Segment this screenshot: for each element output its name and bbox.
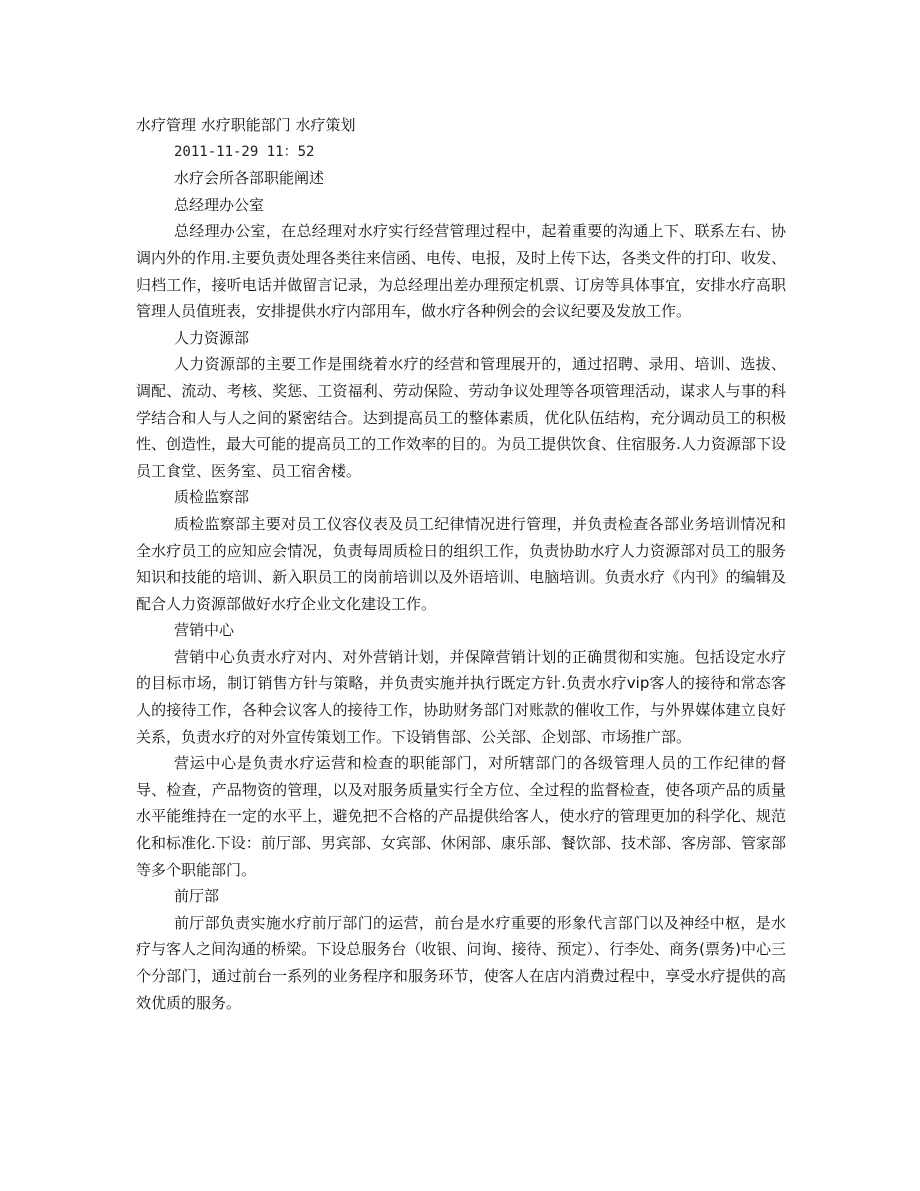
section-body-gm-office: 总经理办公室，在总经理对水疗实行经营管理过程中，起着重要的沟通上下、联系左右、协调内外的作用.主要负责处理各类往来信函、电传、电报，及时上传下达，各类文件的打印、收发、归档工作，接听电话并做留言记录，为总经理出差办理预定机票、订房等具体事宜，安排水疗高职管理人员值班表，安排提供水疗内部用车，做水疗各种例会的会议纪要及发放工作。 bbox=[136, 222, 786, 321]
section-body-qc: 质检监察部主要对员工仪容仪表及员工纪律情况进行管理，并负责检查各部业务培训情况和全水疗员工的应知应会情况，负责每周质检日的组织工作，负责协助水疗人力资源部对员工的服务知识和技能的培训、新入职员工的岗前培训以及外语培训、电脑培训。负责水疗《内刊》的编辑及配合人力资源部做好水疗企业文化建设工作。 bbox=[136, 514, 786, 613]
section-heading-gm-office: 总经理办公室 bbox=[174, 195, 265, 214]
section-body-operations: 营运中心是负责水疗运营和检查的职能部门，对所辖部门的各级管理人员的工作纪律的督导、检查，产品物资的管理，以及对服务质量实行全方位、全过程的监督检查，使各项产品的质量水平能维持在一定的水平上，避免把不合格的产品提供给客人，使水疗的管理更加的科学化、规范化和标准化.下设：前厅部、男宾部、女宾部、休闲部、康乐部、餐饮部、技术部、客房部、管家部等多个职能部门。 bbox=[136, 754, 786, 879]
section-heading-marketing: 营销中心 bbox=[174, 621, 235, 640]
section-body-marketing: 营销中心负责水疗对内、对外营销计划，并保障营销计划的正确贯彻和实施。包括设定水疗的目标市场，制订销售方针与策略，并负责实施并执行既定方针.负责水疗vip客人的接待和常态客人的接待工作，各种会议客人的接待工作，协助财务部门对账款的催收工作，与外界媒体建立良好关系，负责水疗的对外宣传策划工作。下设销售部、公关部、企划部、市场推广部。 bbox=[136, 647, 786, 746]
section-heading-front-office: 前厅部 bbox=[174, 887, 220, 906]
document-date: 2011-11-29 11：52 bbox=[174, 143, 315, 160]
document-header: 水疗管理 水疗职能部门 水疗策划 bbox=[136, 116, 356, 134]
document-page bbox=[136, 112, 786, 1016]
section-body-front-office: 前厅部负责实施水疗前厅部门的运营，前台是水疗重要的形象代言部门以及神经中枢，是水疗与客人之间沟通的桥梁。下设总服务台（收银、问询、接待、预定）、行李处、商务(票务)中心三个分部门，通过前台一系列的业务程序和服务环节，使客人在店内消费过程中，享受水疗提供的高效优质的服务。 bbox=[136, 913, 786, 1012]
section-body-hr: 人力资源部的主要工作是围绕着水疗的经营和管理展开的，通过招聘、录用、培训、选拔、调配、流动、考核、奖惩、工资福利、劳动保险、劳动争议处理等各项管理活动，谋求人与事的科学结合和人与人之间的紧密结合。达到提高员工的整体素质，优化队伍结构，充分调动员工的积极性、创造性，最大可能的提高员工的工作效率的目的。为员工提供饮食、住宿服务.人力资源部下设员工食堂、医务室、员工宿舍楼。 bbox=[136, 355, 786, 480]
section-heading-hr: 人力资源部 bbox=[174, 328, 250, 347]
document-title: 水疗会所各部职能阐述 bbox=[174, 169, 325, 188]
section-heading-qc: 质检监察部 bbox=[174, 488, 250, 507]
